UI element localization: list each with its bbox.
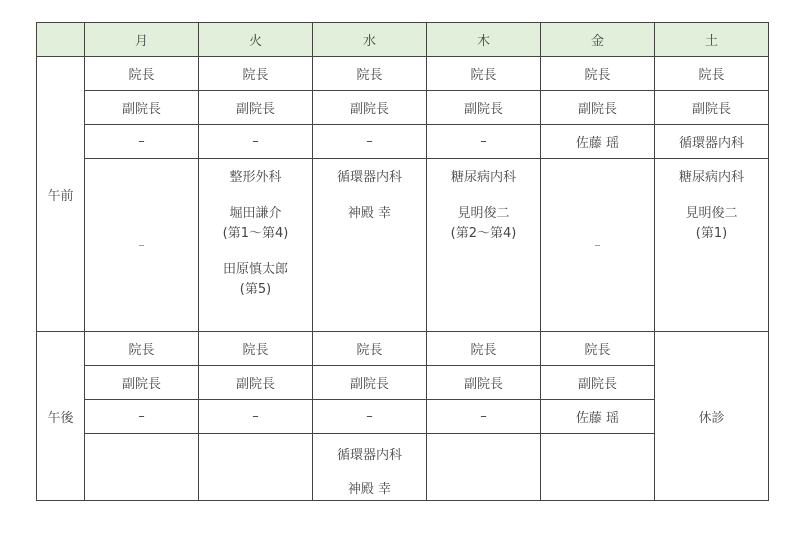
cell: 院長 bbox=[313, 57, 427, 91]
morning-row-2 bbox=[37, 91, 769, 125]
header-day-tue: 火 bbox=[199, 23, 313, 57]
cell: 副院長 bbox=[541, 366, 655, 400]
dept-name: 整形外科 bbox=[229, 170, 282, 185]
cell: 院長 bbox=[427, 57, 541, 91]
morning-row-1 bbox=[37, 57, 769, 91]
morning-label: 午前 bbox=[37, 57, 85, 332]
header-day-fri: 金 bbox=[541, 23, 655, 57]
cell: 院長 bbox=[541, 57, 655, 91]
cell: 院長 bbox=[199, 57, 313, 91]
cell: 副院長 bbox=[199, 91, 313, 125]
header-day-thu: 木 bbox=[427, 23, 541, 57]
cell: – bbox=[313, 125, 427, 159]
clinic-schedule-table bbox=[36, 22, 769, 501]
schedule-note: (第5) bbox=[239, 282, 272, 297]
morning-row-3 bbox=[37, 125, 769, 159]
cell: 院長 bbox=[85, 57, 199, 91]
cell: 副院長 bbox=[541, 91, 655, 125]
cell: – bbox=[85, 400, 199, 434]
cell-empty bbox=[199, 434, 313, 501]
header-corner bbox=[37, 23, 85, 57]
cell: 院長 bbox=[199, 332, 313, 366]
cell: 院長 bbox=[85, 332, 199, 366]
cell: – bbox=[313, 400, 427, 434]
cell: 院長 bbox=[427, 332, 541, 366]
cell: 副院長 bbox=[313, 91, 427, 125]
schedule-note: (第1～第4) bbox=[222, 226, 289, 241]
schedule-note: (第2～第4) bbox=[450, 226, 517, 241]
cell: – bbox=[199, 125, 313, 159]
dept-name: 糖尿病内科 bbox=[678, 170, 744, 185]
cell: 院長 bbox=[541, 332, 655, 366]
doctor-name: 堀田謙介 bbox=[229, 206, 282, 221]
cell-thu-special bbox=[427, 159, 541, 332]
cell-empty bbox=[427, 434, 541, 501]
cell: 副院長 bbox=[85, 91, 199, 125]
schedule-note: (第1) bbox=[695, 226, 728, 241]
cell: 佐藤 瑶 bbox=[541, 125, 655, 159]
cell: 院長 bbox=[313, 332, 427, 366]
cell: 副院長 bbox=[199, 366, 313, 400]
cell-tue-special bbox=[199, 159, 313, 332]
cell: – bbox=[199, 400, 313, 434]
doctor-name: 神殿 幸 bbox=[347, 482, 392, 497]
cell: 副院長 bbox=[427, 91, 541, 125]
doctor-name: 神殿 幸 bbox=[347, 206, 392, 221]
closed-cell: 休診 bbox=[655, 332, 769, 501]
cell-empty bbox=[541, 434, 655, 501]
dept-name: 循環器内科 bbox=[336, 448, 402, 463]
cell: 循環器内科 bbox=[655, 125, 769, 159]
cell: 副院長 bbox=[85, 366, 199, 400]
cell-wed-pm-special bbox=[313, 434, 427, 501]
cell: – bbox=[427, 125, 541, 159]
dept-name: 循環器内科 bbox=[336, 170, 402, 185]
header-day-mon: 月 bbox=[85, 23, 199, 57]
cell: – bbox=[85, 159, 199, 332]
afternoon-label: 午後 bbox=[37, 332, 85, 501]
doctor-name: 見明俊二 bbox=[685, 206, 738, 221]
cell: 副院長 bbox=[427, 366, 541, 400]
cell: – bbox=[85, 125, 199, 159]
cell: 副院長 bbox=[313, 366, 427, 400]
cell: 副院長 bbox=[655, 91, 769, 125]
cell-empty bbox=[85, 434, 199, 501]
doctor-name: 見明俊二 bbox=[457, 206, 510, 221]
header-day-wed: 水 bbox=[313, 23, 427, 57]
cell: 佐藤 瑶 bbox=[541, 400, 655, 434]
cell: – bbox=[541, 159, 655, 332]
doctor-name: 田原慎太郎 bbox=[222, 262, 288, 277]
dept-name: 糖尿病内科 bbox=[450, 170, 516, 185]
afternoon-row-1 bbox=[37, 332, 769, 366]
morning-row-special bbox=[37, 159, 769, 332]
cell-sat-special bbox=[655, 159, 769, 332]
cell: – bbox=[427, 400, 541, 434]
cell: 院長 bbox=[655, 57, 769, 91]
header-day-sat: 土 bbox=[655, 23, 769, 57]
header-row bbox=[37, 23, 769, 57]
cell-wed-special bbox=[313, 159, 427, 332]
